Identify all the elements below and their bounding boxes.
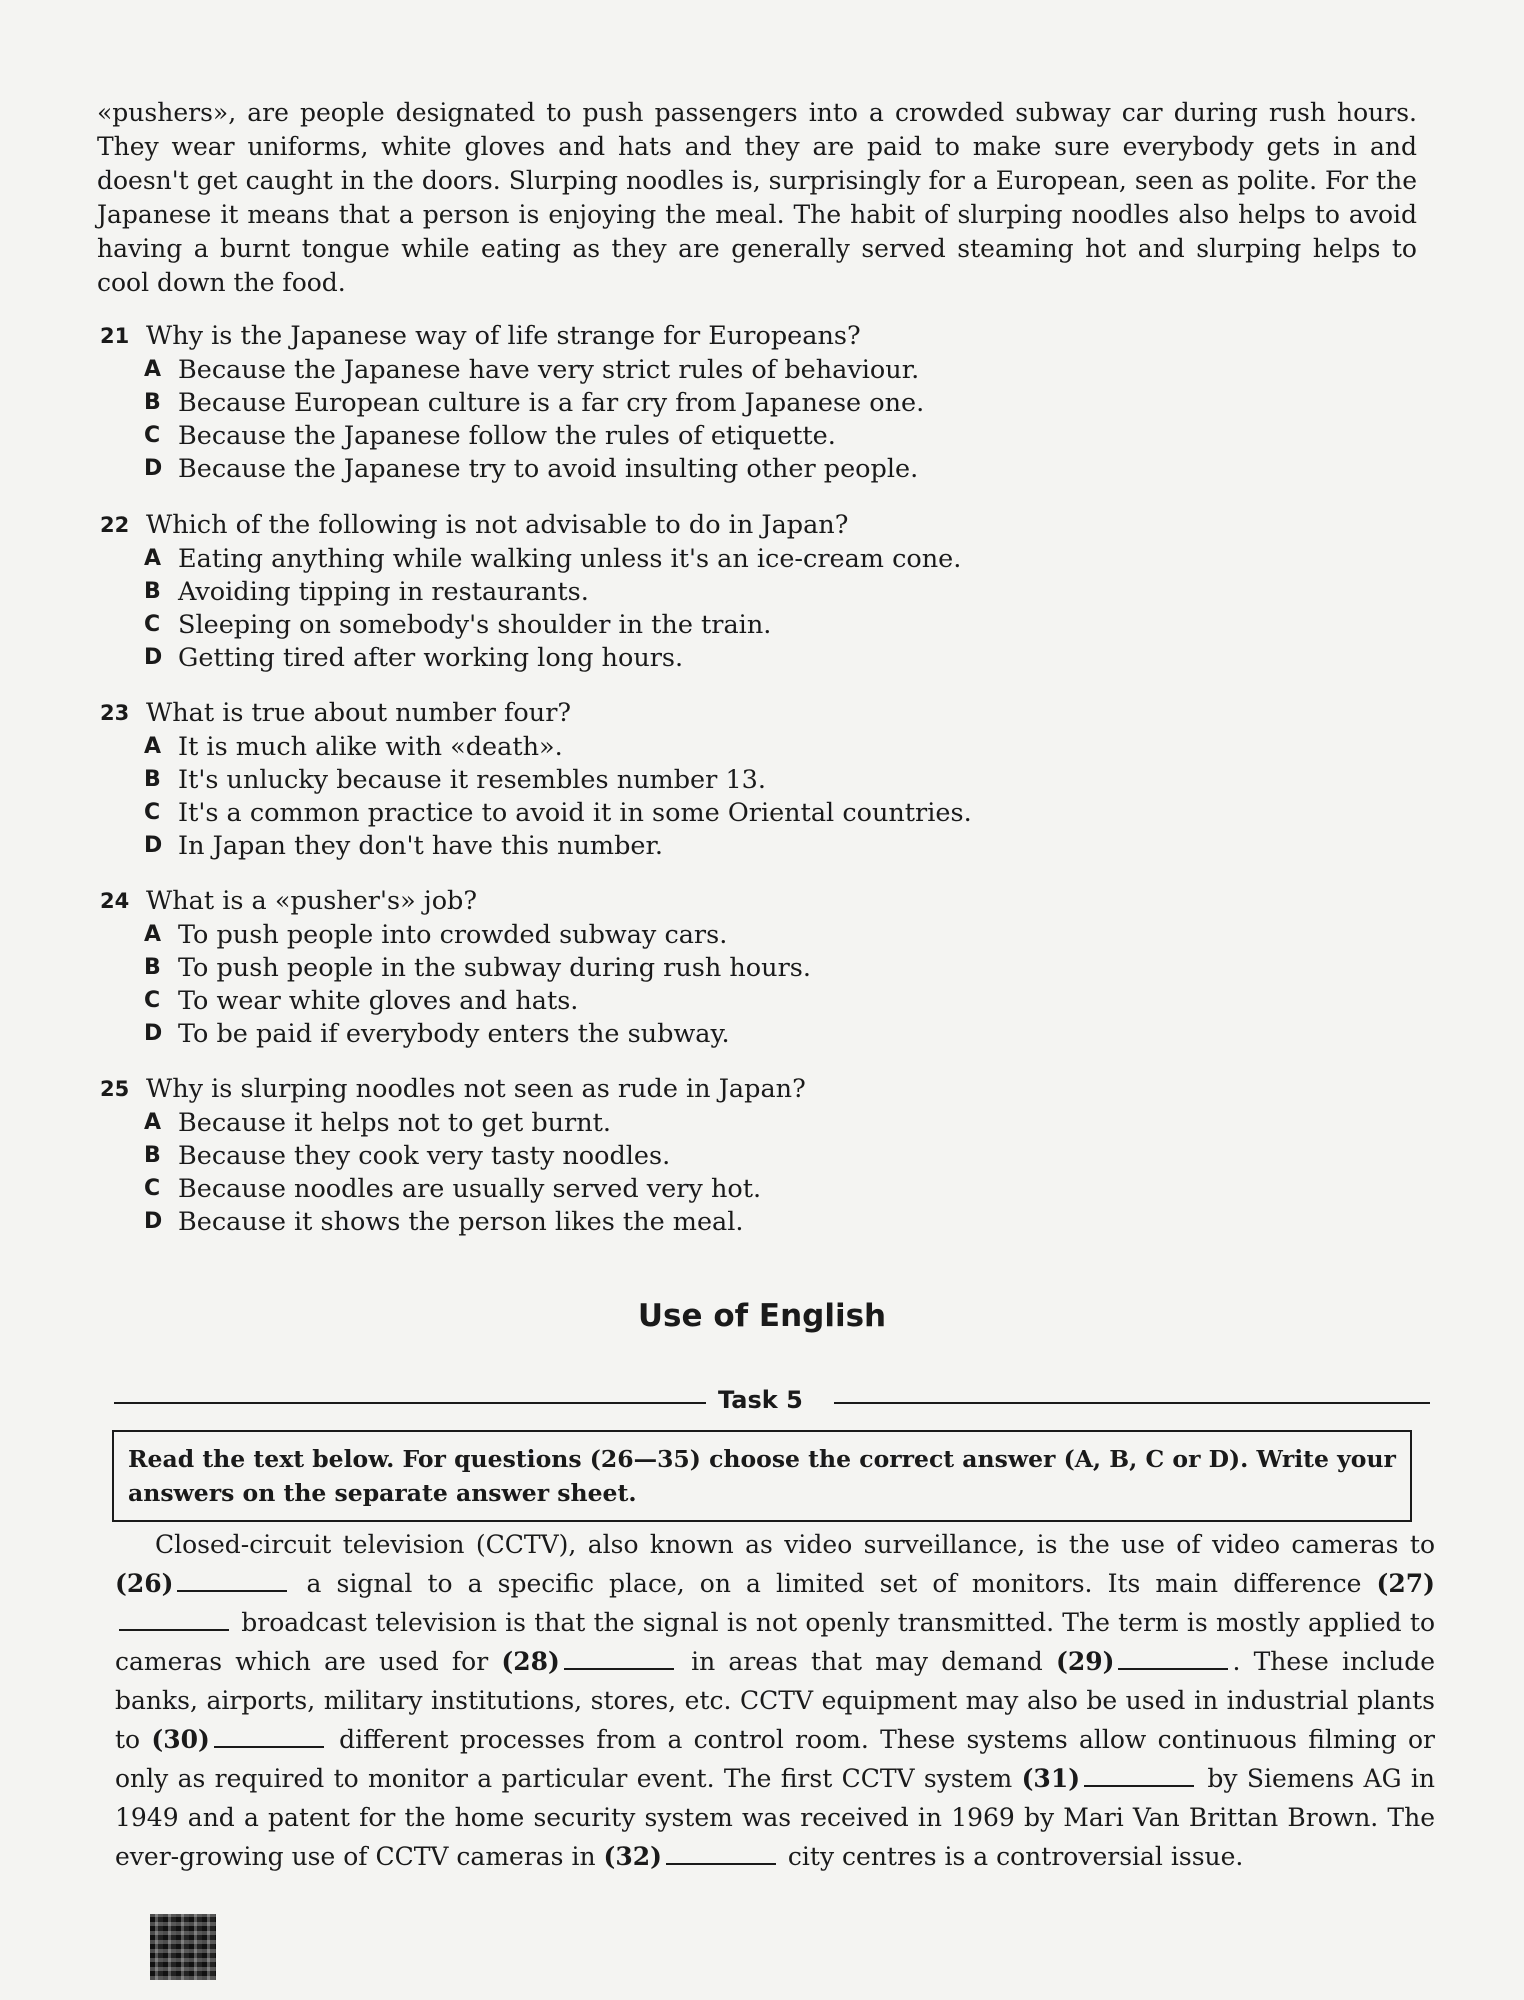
option-b: B To push people in the subway during rush hours. <box>144 952 811 983</box>
question-number: 25 <box>100 1077 130 1101</box>
cctv-passage: Closed-circuit television (CCTV), also known as video surveillance, is the use of video cameras to (26) a signal to a specific place, on a limited set of monitors. Its main difference (27) broadcast television is that the signal is not openly transmitted. The term is mostly applied to cameras which are used for (28) in areas that may demand (29) . These include banks, airports, military institutions, stores, etc. CCTV equipment may also be used in industrial plants to (30) different processes from a control room. These systems allow continuous filming or only as required to monitor a particular event. The first CCTV system (31) by Siemens AG in 1949 and a patent for the home security system was received in 1969 by Mari Van Brittan Brown. The ever-growing use of CCTV cameras in (32) city centres is a controversial issue. <box>115 1530 1435 1871</box>
gap-30-label: (30) <box>151 1725 210 1754</box>
qr-code-image <box>150 1914 216 1980</box>
question-number: 22 <box>100 513 130 537</box>
gap-28-label: (28) <box>501 1647 560 1676</box>
question-25 <box>100 1072 1200 1238</box>
option-a: A Because the Japanese have very strict rules of behaviour. <box>144 354 920 385</box>
option-c: C Because the Japanese follow the rules of etiquette. <box>144 420 836 451</box>
question-24 <box>100 884 1200 1050</box>
option-d: D To be paid if everybody enters the subway. <box>144 1018 730 1049</box>
question-23 <box>100 696 1200 862</box>
question-text: Why is the Japanese way of life strange for Europeans? <box>146 321 861 351</box>
gap-26 <box>177 1568 287 1592</box>
gap-28 <box>564 1646 674 1670</box>
option-c: C Sleeping on somebody's shoulder in the train. <box>144 609 772 640</box>
gap-31 <box>1084 1763 1194 1787</box>
section-title: Use of English <box>637 1298 887 1334</box>
question-21 <box>100 319 1200 485</box>
question-number: 24 <box>100 889 130 913</box>
question-text: Why is slurping noodles not seen as rude in Japan? <box>146 1074 806 1104</box>
option-d: D Because it shows the person likes the meal. <box>144 1206 744 1237</box>
gap-32 <box>666 1841 776 1865</box>
option-c: C Because noodles are usually served very hot. <box>144 1173 762 1204</box>
instructions-box: Read the text below. For questions (26—35) choose the correct answer (A, B, C or D). Write your answers on the separate answer sheet. <box>112 1430 1412 1522</box>
divider-right <box>834 1402 1430 1404</box>
option-a: A Eating anything while walking unless it's an ice-cream cone. <box>144 543 962 574</box>
question-text: What is a «pusher's» job? <box>146 886 478 916</box>
option-b: B Avoiding tipping in restaurants. <box>144 576 589 607</box>
option-b: B Because European culture is a far cry from Japanese one. <box>144 387 925 418</box>
option-c: C To wear white gloves and hats. <box>144 985 579 1016</box>
gap-31-label: (31) <box>1021 1764 1081 1793</box>
gap-32-label: (32) <box>603 1842 662 1871</box>
option-a: A To push people into crowded subway cars. <box>144 919 728 950</box>
question-number: 23 <box>100 701 130 725</box>
question-22 <box>100 508 1200 674</box>
task-label: Task 5 <box>718 1386 803 1414</box>
question-number: 21 <box>100 324 130 348</box>
option-a: A Because it helps not to get burnt. <box>144 1107 612 1138</box>
option-b: B Because they cook very tasty noodles. <box>144 1140 671 1171</box>
option-a: A It is much alike with «death». <box>144 731 563 762</box>
gap-29 <box>1118 1646 1228 1670</box>
gap-29-label: (29) <box>1055 1647 1115 1676</box>
gap-30 <box>214 1724 324 1748</box>
option-b: B It's unlucky because it resembles number 13. <box>144 764 766 795</box>
option-d: D Getting tired after working long hours. <box>144 642 684 673</box>
gap-26-label: (26) <box>115 1569 174 1598</box>
gap-27-label: (27) <box>1376 1569 1435 1598</box>
option-d: D In Japan they don't have this number. <box>144 830 663 861</box>
intro-paragraph: «pushers», are people designated to push passengers into a crowded subway car during rush hours. They wear uniforms, white gloves and hats and they are paid to make sure everybody gets in and doesn't get caught in the doors. Slurping noodles is, surprisingly for a European, seen as polite. For the Japanese it means that a person is enjoying the meal. The habit of slurping noodles also helps to avoid having a burnt tongue while eating as they are generally served steaming hot and slurping helps to cool down the food. <box>97 98 1417 297</box>
question-text: What is true about number four? <box>146 698 572 728</box>
option-d: D Because the Japanese try to avoid insulting other people. <box>144 453 919 484</box>
question-text: Which of the following is not advisable to do in Japan? <box>146 510 849 540</box>
option-c: C It's a common practice to avoid it in some Oriental countries. <box>144 797 972 828</box>
divider-left <box>114 1402 706 1404</box>
gap-27 <box>119 1607 229 1631</box>
